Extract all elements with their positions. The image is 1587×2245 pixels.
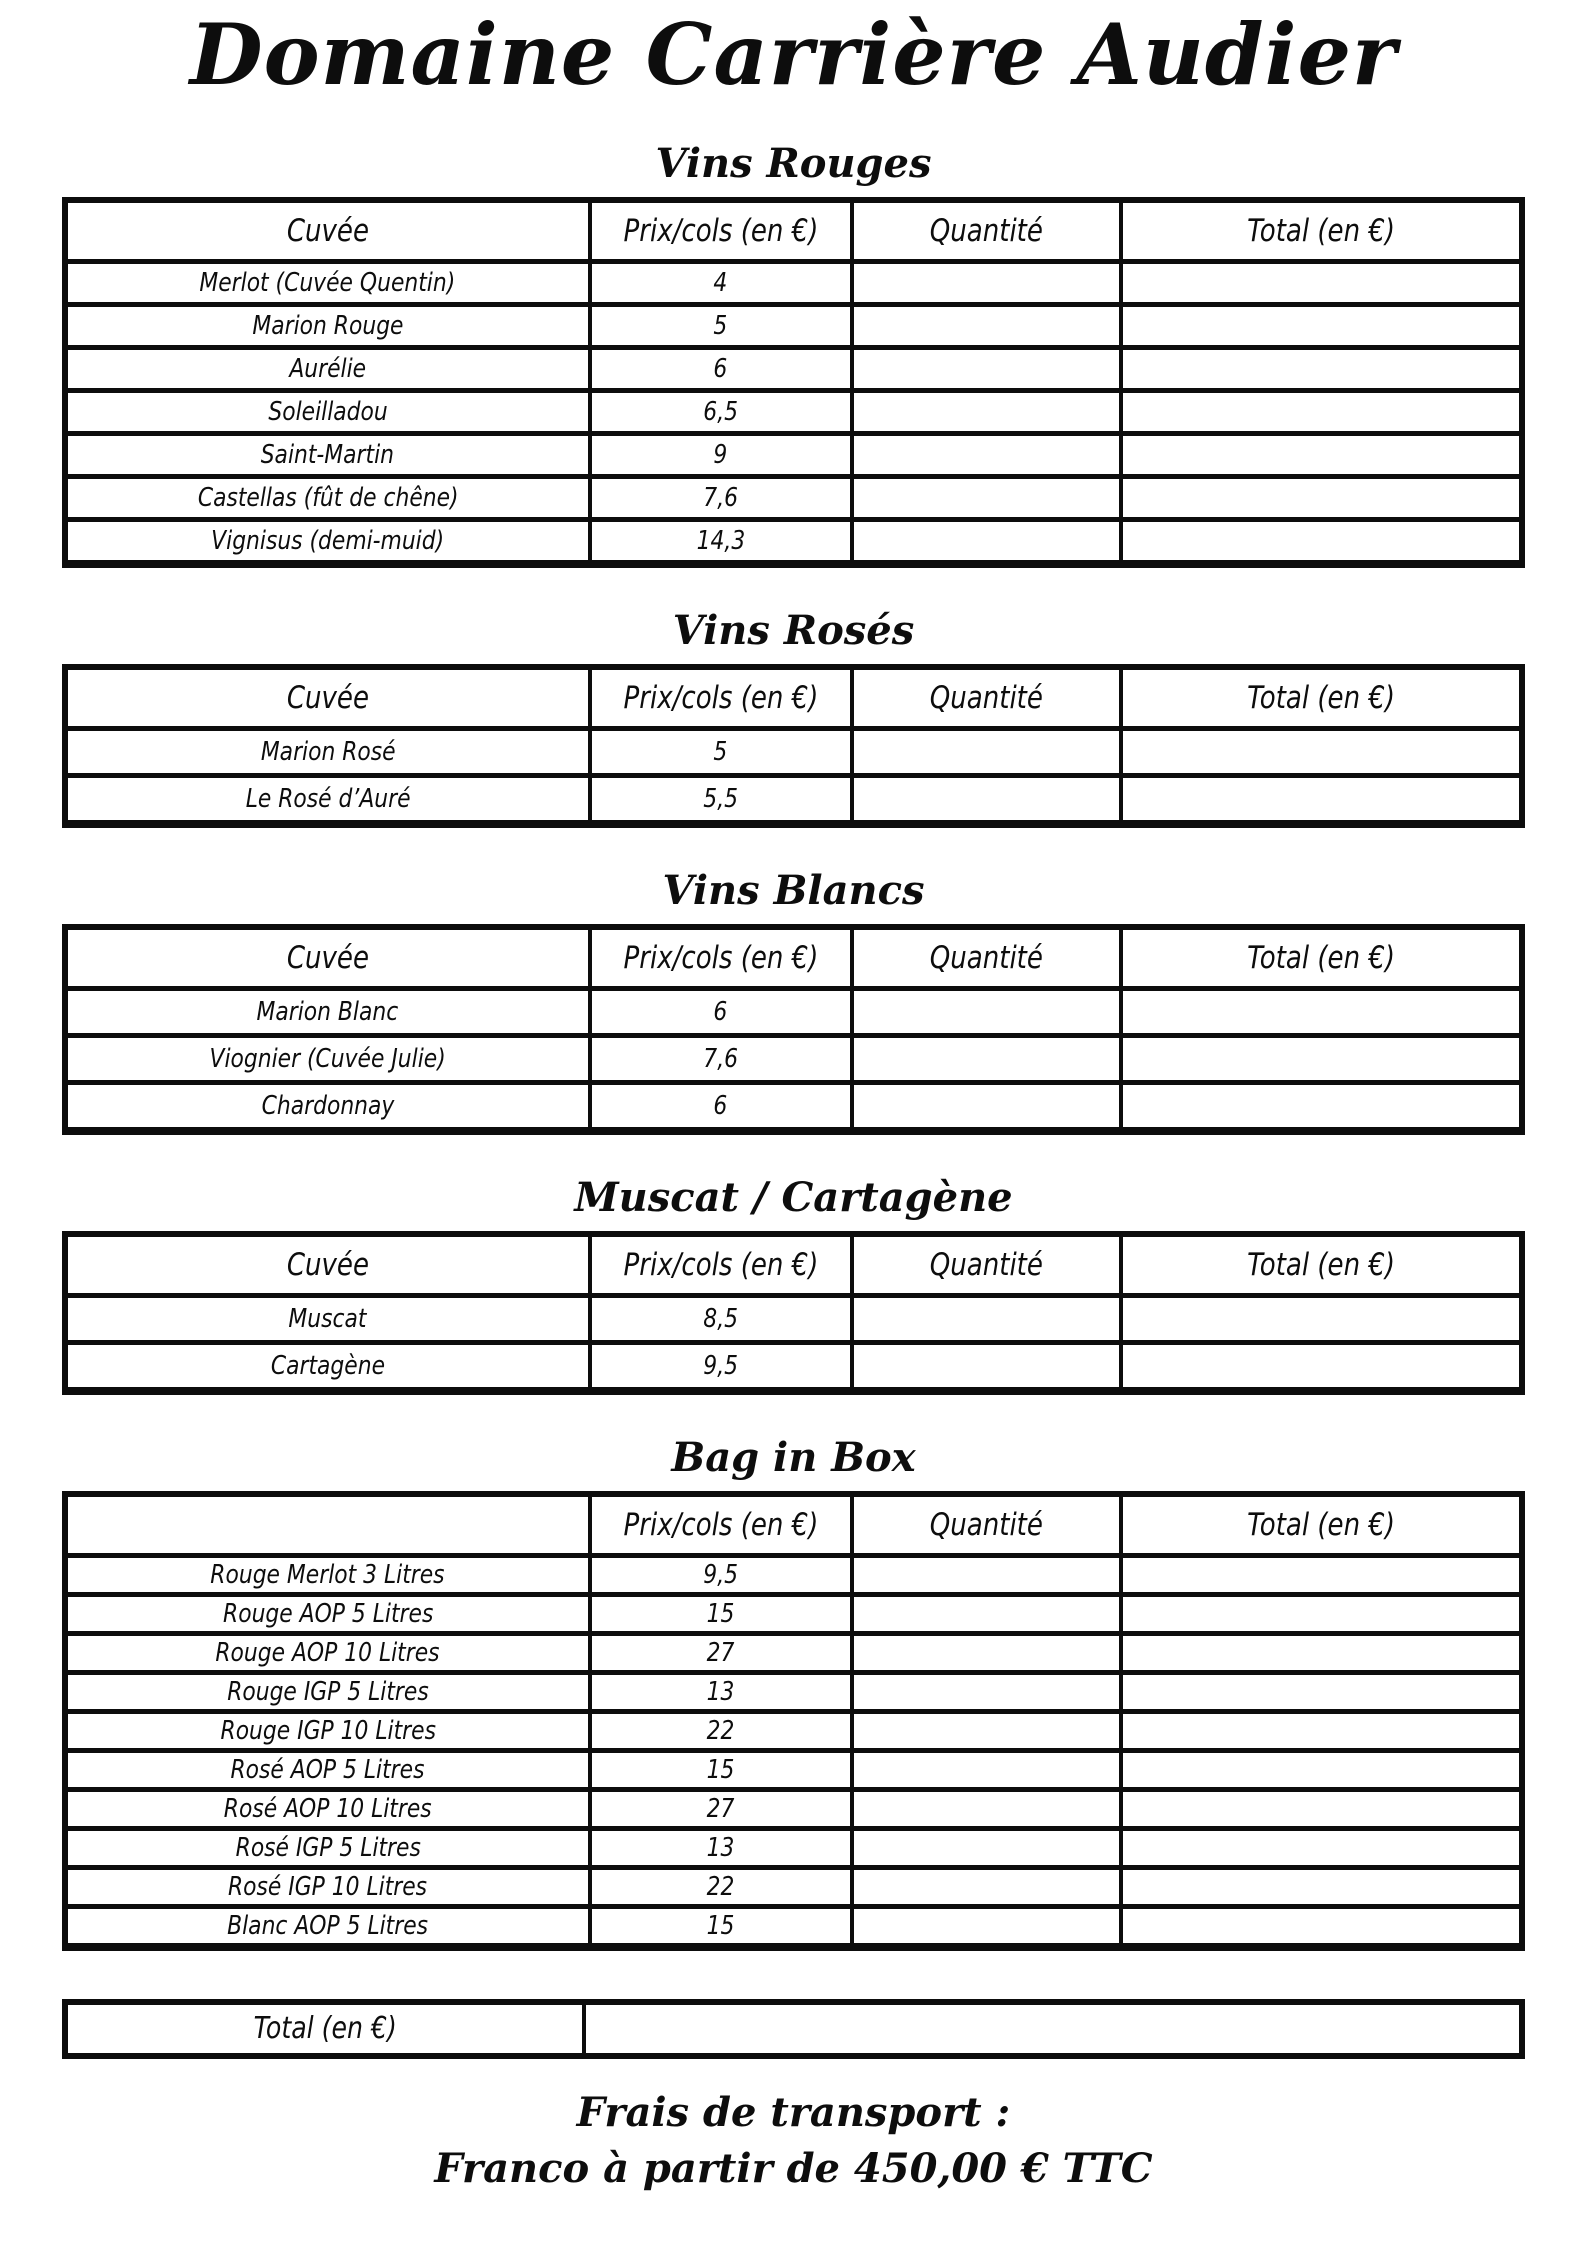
column-header-total [1121, 200, 1522, 262]
cuvee-cell [65, 390, 590, 433]
table-row [65, 1342, 1522, 1391]
total-cell [1121, 1555, 1522, 1594]
cuvee-cell [65, 1594, 590, 1633]
price-cell [590, 988, 852, 1035]
quantity-cell [852, 1906, 1122, 1947]
total-cell [1121, 1672, 1522, 1711]
price-value: 9 [713, 439, 728, 470]
cuvee-value: Rouge IGP 10 Litres [220, 1715, 436, 1746]
price-cell [590, 1342, 852, 1391]
cuvee-cell [65, 775, 590, 824]
total-cell [1121, 1906, 1522, 1947]
column-header-label: Cuvée [286, 939, 369, 976]
cuvee-cell [65, 1295, 590, 1342]
column-header-cuvee [65, 927, 590, 989]
section-vins-blancs [62, 868, 1525, 1135]
wine-table [62, 664, 1525, 828]
cuvee-value: Rouge AOP 10 Litres [215, 1637, 440, 1668]
price-value: 15 [706, 1754, 735, 1785]
sections-container [62, 141, 1525, 1951]
cuvee-value: Rouge AOP 5 Litres [222, 1598, 433, 1629]
cuvee-value: Chardonnay [261, 1090, 395, 1121]
column-header-price [590, 1234, 852, 1296]
table-row [65, 519, 1522, 564]
cuvee-value: Rouge IGP 5 Litres [226, 1676, 429, 1707]
shipping-note-line2: Franco à partir de 450,00 € TTC [434, 2144, 1153, 2192]
header-row [65, 667, 1522, 729]
price-value: 7,6 [703, 482, 739, 513]
price-cell [590, 728, 852, 775]
section-heading: Vins Rouges [655, 139, 932, 187]
table-row [65, 1750, 1522, 1789]
cuvee-value: Rouge Merlot 3 Litres [210, 1559, 445, 1590]
total-cell [1121, 1750, 1522, 1789]
cuvee-cell [65, 304, 590, 347]
quantity-cell [852, 728, 1122, 775]
header-row [65, 200, 1522, 262]
column-header-quantity [852, 1234, 1122, 1296]
quantity-cell [852, 988, 1122, 1035]
section-bag-in-box [62, 1435, 1525, 1951]
quantity-cell [852, 304, 1122, 347]
price-cell [590, 1789, 852, 1828]
total-cell [1121, 728, 1522, 775]
cuvee-cell [65, 1555, 590, 1594]
table-row [65, 390, 1522, 433]
cuvee-value: Cartagène [270, 1350, 385, 1381]
price-value: 22 [706, 1715, 735, 1746]
quantity-cell [852, 1295, 1122, 1342]
column-header-cuvee [65, 1234, 590, 1296]
wine-table [62, 197, 1525, 568]
column-header-label: Total (en €) [1247, 939, 1396, 976]
column-header-cuvee [65, 1494, 590, 1556]
cuvee-value: Rosé IGP 10 Litres [228, 1871, 428, 1902]
cuvee-cell [65, 1672, 590, 1711]
column-header-label: Total (en €) [1247, 1246, 1396, 1283]
table-row [65, 1711, 1522, 1750]
cuvee-cell [65, 1082, 590, 1131]
quantity-cell [852, 347, 1122, 390]
price-value: 4 [713, 267, 728, 298]
column-header-total [1121, 667, 1522, 729]
column-header-label: Total (en €) [1247, 1506, 1396, 1543]
section-vins-roses [62, 608, 1525, 828]
quantity-cell [852, 1750, 1122, 1789]
price-cell [590, 1828, 852, 1867]
price-cell [590, 1295, 852, 1342]
price-value: 6 [713, 996, 728, 1027]
price-cell [590, 1750, 852, 1789]
total-cell [1121, 775, 1522, 824]
column-header-price [590, 200, 852, 262]
total-cell [1121, 1711, 1522, 1750]
section-muscat-cartagene [62, 1175, 1525, 1395]
column-header-total [1121, 927, 1522, 989]
total-cell [1121, 1082, 1522, 1131]
total-cell [1121, 347, 1522, 390]
header-row [65, 1234, 1522, 1296]
table-row [65, 1082, 1522, 1131]
column-header-total [1121, 1234, 1522, 1296]
cuvee-cell [65, 433, 590, 476]
column-header-label: Total (en €) [1247, 212, 1396, 249]
price-cell [590, 1082, 852, 1131]
column-header-label: Quantité [929, 939, 1044, 976]
price-value: 5,5 [703, 783, 739, 814]
cuvee-cell [65, 1342, 590, 1391]
cuvee-cell [65, 1867, 590, 1906]
table-row [65, 1828, 1522, 1867]
column-header-label: Cuvée [286, 679, 369, 716]
cuvee-cell [65, 1711, 590, 1750]
column-header-cuvee [65, 667, 590, 729]
price-cell [590, 1555, 852, 1594]
price-value: 13 [706, 1832, 735, 1863]
price-cell [590, 390, 852, 433]
price-cell [590, 1035, 852, 1082]
total-cell [1121, 1789, 1522, 1828]
quantity-cell [852, 1342, 1122, 1391]
grand-total-value-cell [584, 2002, 1522, 2056]
price-value: 6 [713, 353, 728, 384]
price-cell [590, 433, 852, 476]
cuvee-value: Muscat [288, 1303, 367, 1334]
cuvee-value: Marion Rosé [260, 736, 396, 767]
quantity-cell [852, 775, 1122, 824]
total-cell [1121, 519, 1522, 564]
cuvee-cell [65, 1035, 590, 1082]
table-row [65, 1867, 1522, 1906]
cuvee-cell [65, 1750, 590, 1789]
total-cell [1121, 1867, 1522, 1906]
column-header-quantity [852, 200, 1122, 262]
table-row [65, 433, 1522, 476]
wine-table [62, 924, 1525, 1135]
quantity-cell [852, 1711, 1122, 1750]
price-value: 7,6 [703, 1043, 739, 1074]
section-vins-rouges [62, 141, 1525, 568]
price-value: 22 [706, 1871, 735, 1902]
cuvee-cell [65, 347, 590, 390]
grand-total-row [65, 2002, 1522, 2056]
cuvee-cell [65, 1828, 590, 1867]
cuvee-value: Rosé AOP 10 Litres [223, 1793, 432, 1824]
wine-table [62, 1231, 1525, 1395]
cuvee-value: Rosé IGP 5 Litres [235, 1832, 421, 1863]
cuvee-cell [65, 1633, 590, 1672]
price-cell [590, 476, 852, 519]
price-cell [590, 519, 852, 564]
quantity-cell [852, 1594, 1122, 1633]
price-value: 27 [706, 1637, 735, 1668]
table-row [65, 347, 1522, 390]
price-cell [590, 1672, 852, 1711]
table-row [65, 1789, 1522, 1828]
cuvee-value: Vignisus (demi-muid) [211, 525, 445, 556]
column-header-label: Quantité [929, 1506, 1044, 1543]
table-row [65, 1555, 1522, 1594]
table-row [65, 1295, 1522, 1342]
total-cell [1121, 390, 1522, 433]
column-header-label: Prix/cols (en €) [623, 679, 819, 716]
table-row [65, 304, 1522, 347]
cuvee-cell [65, 1789, 590, 1828]
table-row [65, 1633, 1522, 1672]
total-cell [1121, 476, 1522, 519]
header-row [65, 927, 1522, 989]
price-cell [590, 1594, 852, 1633]
price-value: 9,5 [703, 1559, 739, 1590]
cuvee-cell [65, 519, 590, 564]
price-value: 9,5 [703, 1350, 739, 1381]
column-header-price [590, 667, 852, 729]
header-row [65, 1494, 1522, 1556]
table-row [65, 476, 1522, 519]
section-heading: Muscat / Cartagène [574, 1173, 1013, 1221]
total-cell [1121, 1828, 1522, 1867]
quantity-cell [852, 1867, 1122, 1906]
column-header-label: Prix/cols (en €) [623, 212, 819, 249]
column-header-label: Prix/cols (en €) [623, 1246, 819, 1283]
table-row [65, 1672, 1522, 1711]
column-header-label: Prix/cols (en €) [623, 939, 819, 976]
price-value: 6,5 [703, 396, 739, 427]
price-value: 6 [713, 1090, 728, 1121]
cuvee-value: Soleilladou [268, 396, 388, 427]
column-header-cuvee [65, 200, 590, 262]
cuvee-cell [65, 728, 590, 775]
total-cell [1121, 1594, 1522, 1633]
cuvee-value: Saint-Martin [261, 439, 395, 470]
price-value: 8,5 [703, 1303, 739, 1334]
section-heading: Vins Blancs [662, 866, 925, 914]
wine-table [62, 1491, 1525, 1951]
table-row [65, 728, 1522, 775]
column-header-label: Total (en €) [1247, 679, 1396, 716]
price-cell [590, 304, 852, 347]
cuvee-cell [65, 476, 590, 519]
table-row [65, 261, 1522, 304]
price-cell [590, 775, 852, 824]
column-header-quantity [852, 1494, 1122, 1556]
total-cell [1121, 261, 1522, 304]
shipping-note [62, 2085, 1525, 2197]
total-cell [1121, 304, 1522, 347]
column-header-quantity [852, 667, 1122, 729]
total-cell [1121, 1035, 1522, 1082]
price-cell [590, 1711, 852, 1750]
price-value: 13 [706, 1676, 735, 1707]
cuvee-value: Viognier (Cuvée Julie) [209, 1043, 446, 1074]
cuvee-value: Merlot (Cuvée Quentin) [199, 267, 456, 298]
column-header-price [590, 1494, 852, 1556]
column-header-label: Cuvée [286, 212, 369, 249]
quantity-cell [852, 1633, 1122, 1672]
table-row [65, 1906, 1522, 1947]
total-cell [1121, 1342, 1522, 1391]
price-value: 14,3 [696, 525, 745, 556]
quantity-cell [852, 1082, 1122, 1131]
cuvee-value: Blanc AOP 5 Litres [227, 1910, 429, 1941]
total-cell [1121, 433, 1522, 476]
quantity-cell [852, 261, 1122, 304]
page-title: Domaine Carrière Audier [189, 5, 1398, 104]
table-row [65, 1035, 1522, 1082]
quantity-cell [852, 1828, 1122, 1867]
total-cell [1121, 1295, 1522, 1342]
column-header-label: Quantité [929, 1246, 1044, 1283]
column-header-quantity [852, 927, 1122, 989]
column-header-label: Prix/cols (en €) [623, 1506, 819, 1543]
section-heading: Vins Rosés [672, 606, 915, 654]
cuvee-value: Le Rosé d’Auré [245, 783, 411, 814]
quantity-cell [852, 433, 1122, 476]
cuvee-value: Marion Rouge [252, 310, 404, 341]
price-cell [590, 261, 852, 304]
column-header-label: Quantité [929, 212, 1044, 249]
cuvee-cell [65, 261, 590, 304]
quantity-cell [852, 1555, 1122, 1594]
section-heading: Bag in Box [671, 1433, 916, 1481]
column-header-total [1121, 1494, 1522, 1556]
price-cell [590, 1906, 852, 1947]
column-header-label: Quantité [929, 679, 1044, 716]
quantity-cell [852, 1672, 1122, 1711]
grand-total-label: Total (en €) [253, 2011, 397, 2047]
quantity-cell [852, 519, 1122, 564]
price-cell [590, 347, 852, 390]
price-value: 27 [706, 1793, 735, 1824]
quantity-cell [852, 1789, 1122, 1828]
price-value: 15 [706, 1910, 735, 1941]
total-cell [1121, 988, 1522, 1035]
table-row [65, 1594, 1522, 1633]
table-row [65, 775, 1522, 824]
cuvee-value: Marion Blanc [256, 996, 399, 1027]
grand-total-label-cell [65, 2002, 584, 2056]
price-cell [590, 1867, 852, 1906]
total-cell [1121, 1633, 1522, 1672]
price-value: 5 [713, 736, 728, 767]
quantity-cell [852, 476, 1122, 519]
quantity-cell [852, 390, 1122, 433]
cuvee-value: Castellas (fût de chêne) [197, 482, 459, 513]
quantity-cell [852, 1035, 1122, 1082]
price-value: 15 [706, 1598, 735, 1629]
column-header-label: Cuvée [286, 1246, 369, 1283]
cuvee-value: Rosé AOP 5 Litres [230, 1754, 425, 1785]
shipping-note-line1: Frais de transport : [576, 2088, 1011, 2136]
grand-total-table [62, 1999, 1525, 2059]
table-row [65, 988, 1522, 1035]
cuvee-cell [65, 988, 590, 1035]
price-cell [590, 1633, 852, 1672]
price-value: 5 [713, 310, 728, 341]
column-header-price [590, 927, 852, 989]
cuvee-cell [65, 1906, 590, 1947]
cuvee-value: Aurélie [289, 353, 367, 384]
